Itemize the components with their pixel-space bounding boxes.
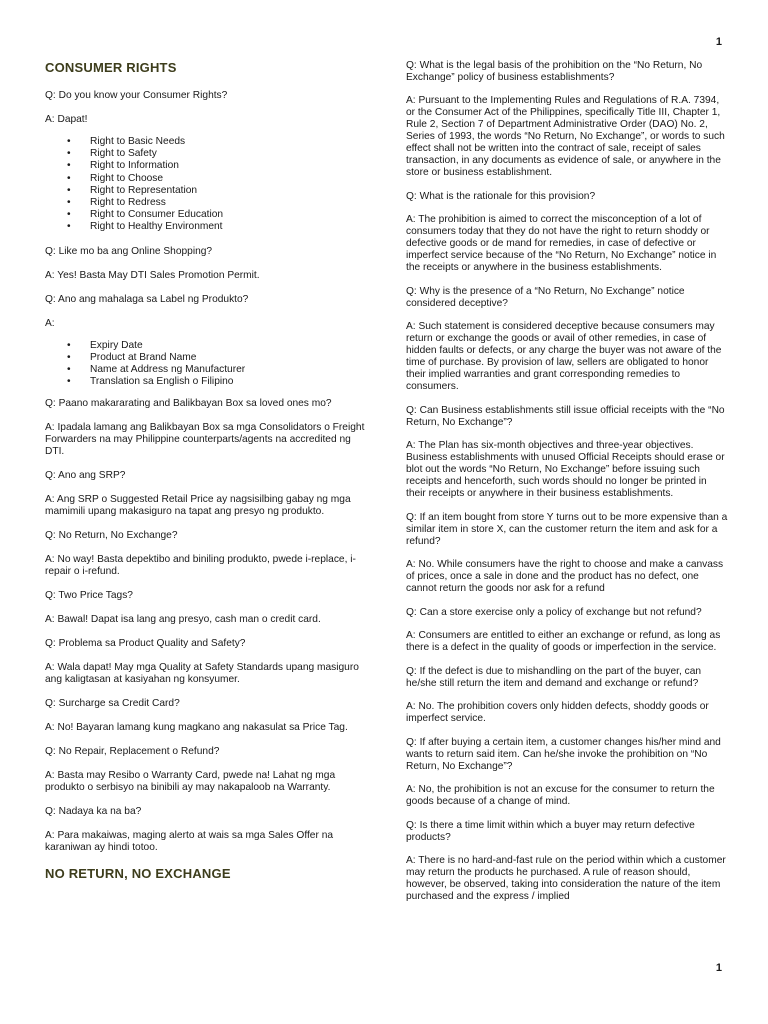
answer-noreturn-7: A: The Plan has six-month objectives and three-year objectives. Business establishments with unused Official Receipts should erase or blot out the words “No Return, No Exchange” before issuing such receipts and henceforth, such words should no longer be printed in their receipts or anywhere in their business establishments. <box>406 440 725 499</box>
section-heading-no-return: NO RETURN, NO EXCHANGE <box>45 866 231 882</box>
question-general-0: Q: Paano makararating and Balikbayan Box sa loved ones mo? <box>45 398 332 410</box>
question-intro-0: Q: Do you know your Consumer Rights? <box>45 90 228 101</box>
question-noreturn-12: Q: If the defect is due to mishandling on the part of the buyer, can he/she still return the item and demand and exchange or refund? <box>406 666 702 689</box>
right-item-7: • Right to Healthy Environment <box>45 221 367 233</box>
label-items-list <box>45 340 367 389</box>
question-noreturn-0: Q: What is the legal basis of the prohibition on the “No Return, No Exchange” policy of business establishments? <box>406 60 703 83</box>
label-item-2: • Name at Address ng Manufacturer <box>45 364 367 376</box>
answer-noreturn-5: A: Such statement is considered deceptive because consumers may return or exchange the goods or avail of other remedies, in case of hidden faults or defects, or any charge the buyer was not aware of the time of purchase. By provision of law, sellers are obligated to honor their implied warranties and grant corresponding remedies to consumers. <box>406 321 722 392</box>
question-noreturn-2: Q: What is the rationale for this provision? <box>406 191 596 202</box>
answer-general-9: A: Wala dapat! May mga Quality at Safety Standards upang masiguro ang kaligtasan at kasiyahan ng konsyumer. <box>45 662 359 686</box>
question-noreturn-6: Q: Can Business establishments still issue official receipts with the “No Return, No Exchange”? <box>406 405 725 428</box>
rights-list <box>45 136 367 234</box>
question-noreturn-14: Q: If after buying a certain item, a customer changes his/her mind and wants to return said item. Can he/she invoke the prohibition on “No Return, No Exchange”? <box>406 737 721 772</box>
question-general-10: Q: Surcharge sa Credit Card? <box>45 698 180 710</box>
answer-general-11: A: No! Bayaran lamang kung magkano ang nakasulat sa Price Tag. <box>45 722 348 734</box>
answer-general-5: A: No way! Basta depektibo and biniling produkto, pwede i-replace, i-repair o i-refund. <box>45 554 356 578</box>
answer-general-13: A: Basta may Resibo o Warranty Card, pwede na! Lahat ng mga produkto o serbisyo na binibili ay may nakapaloob na Warranty. <box>45 770 336 794</box>
right-item-3: • Right to Choose <box>45 173 367 185</box>
answer-general-1: A: Ipadala lamang ang Balikbayan Box sa mga Consolidators o Freight Forwarders na may Philippine counterparts/agents na accredited ng DTI. <box>45 422 365 458</box>
answer-noreturn-15: A: No, the prohibition is not an excuse for the consumer to return the goods because of a change of mind. <box>406 784 715 807</box>
answer-noreturn-17: A: There is no hard-and-fast rule on the period within which a customer may return the products he purchased. A rule of reason should, however, be observed, taking into consideration the nature of the item purchased and the express / implied <box>406 855 726 902</box>
page-number-top: 1 <box>715 36 722 48</box>
question-general-6: Q: Two Price Tags? <box>45 590 133 602</box>
answer-general-15: A: Para makaiwas, maging alerto at wais sa mga Sales Offer na karaniwan ay hindi totoo. <box>45 830 334 854</box>
answer-noreturn-11: A: Consumers are entitled to either an exchange or refund, as long as there is a defect in the quality of goods or imperfection in the service. <box>406 630 721 653</box>
right-item-2: • Right to Information <box>45 160 367 172</box>
page-number-bottom: 1 <box>715 962 722 974</box>
question-shopping-0: Q: Like mo ba ang Online Shopping? <box>45 245 213 257</box>
answer-noreturn-9: A: No. While consumers have the right to choose and make a canvass of prices, once a sale in done and the product has no defect, one cannot return the goods nor ask for a refund <box>406 559 724 594</box>
right-item-0: • Right to Basic Needs <box>45 136 367 148</box>
answer-shopping-3: A: <box>45 317 55 329</box>
left-column <box>45 60 367 882</box>
answer-noreturn-13: A: No. The prohibition covers only hidden defects, shoddy goods or imperfect service. <box>406 701 709 724</box>
answer-shopping-1: A: Yes! Basta May DTI Sales Promotion Permit. <box>45 269 260 281</box>
right-column <box>406 60 728 915</box>
question-noreturn-16: Q: Is there a time limit within which a buyer may return defective products? <box>406 820 695 843</box>
right-item-1: • Right to Safety <box>45 148 367 160</box>
right-item-4: • Right to Representation <box>45 185 367 197</box>
question-general-8: Q: Problema sa Product Quality and Safety? <box>45 638 246 650</box>
qa-block-intro <box>45 90 367 126</box>
label-item-0: • Expiry Date <box>45 340 367 352</box>
answer-intro-1: A: Dapat! <box>45 114 88 125</box>
right-item-6: • Right to Consumer Education <box>45 209 367 221</box>
label-item-1: • Product at Brand Name <box>45 352 367 364</box>
answer-general-7: A: Bawal! Dapat isa lang ang presyo, cash man o credit card. <box>45 614 321 626</box>
section-heading-consumer-rights: CONSUMER RIGHTS <box>45 60 177 75</box>
question-noreturn-10: Q: Can a store exercise only a policy of exchange but not refund? <box>406 607 702 618</box>
answer-noreturn-1: A: Pursuant to the Implementing Rules and Regulations of R.A. 7394, or the Consumer Act of the Philippines, specifically Title III, Chapter 1, Rule 2, Section 7 of Department Administrative Order (DAO) No. 2, Series of 1993, the words “No Return, No Exchange”, or words to such effect shall not be written into the contract of sale, receipt of sales transaction, in any documents as evidence of sale, or anywhere in the store or business establishment. <box>406 95 725 178</box>
question-general-12: Q: No Repair, Replacement o Refund? <box>45 746 220 758</box>
question-shopping-2: Q: Ano ang mahalaga sa Label ng Produkto? <box>45 293 249 305</box>
question-general-4: Q: No Return, No Exchange? <box>45 530 178 542</box>
question-general-14: Q: Nadaya ka na ba? <box>45 806 142 818</box>
question-noreturn-4: Q: Why is the presence of a “No Return, No Exchange” notice considered deceptive? <box>406 286 685 309</box>
question-noreturn-8: Q: If an item bought from store Y turns out to be more expensive than a similar item in store X, can the customer return the item and ask for a refund? <box>406 512 728 547</box>
qa-block-shopping-label <box>45 246 367 330</box>
right-item-5: • Right to Redress <box>45 197 367 209</box>
label-item-3: • Translation sa English o Filipino <box>45 376 367 388</box>
qa-block-general <box>45 398 367 854</box>
answer-noreturn-3: A: The prohibition is aimed to correct the misconception of a lot of consumers today that they do not have the right to return shoddy or defective goods or de mand for remedies, in case of defective or imperfect service because of the “No Return, No Exchange” notice in the receipts or anywhere in the business establishments. <box>406 214 717 273</box>
answer-general-3: A: Ang SRP o Suggested Retail Price ay nagsisilbing gabay ng mga mamimili upang makasiguro na tapat ang presyo ng produkto. <box>45 494 351 518</box>
question-general-2: Q: Ano ang SRP? <box>45 470 126 482</box>
